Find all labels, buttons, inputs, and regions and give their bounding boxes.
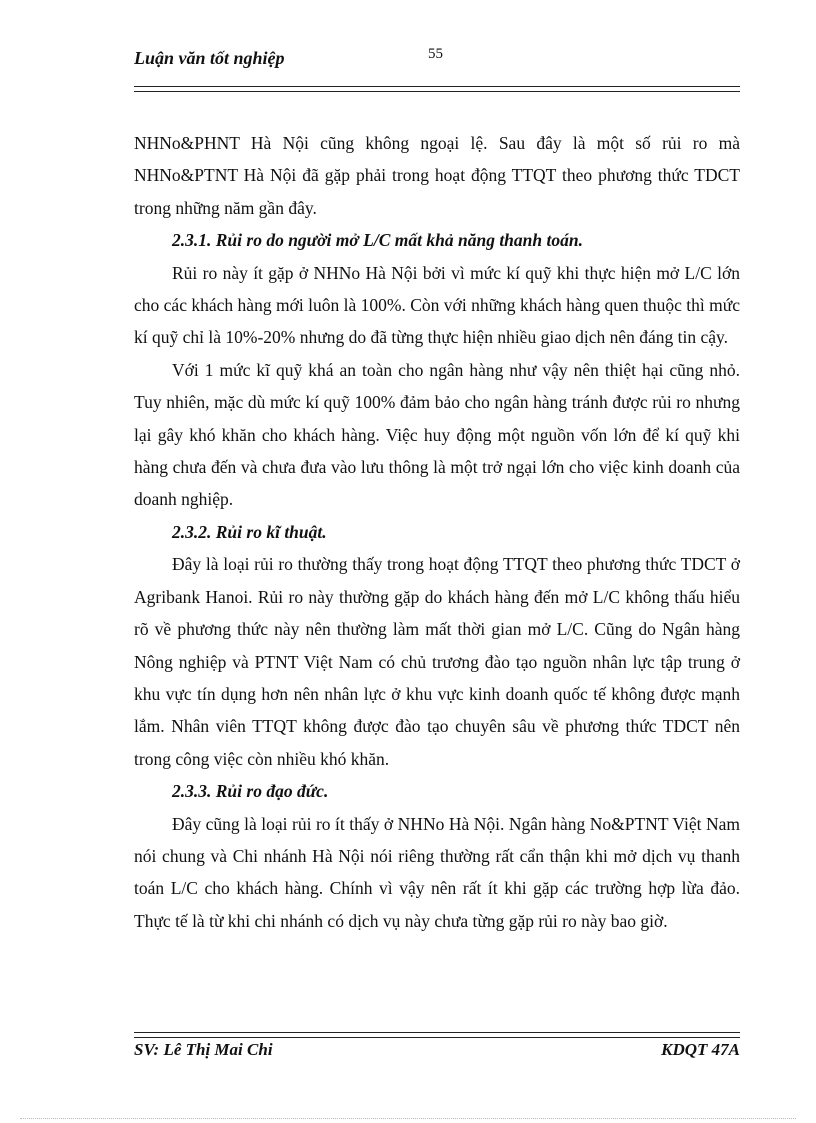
footer-class-code: KDQT 47A: [661, 1040, 740, 1059]
page-edge-divider: [20, 1118, 796, 1119]
section-heading-2-3-1: 2.3.1. Rủi ro do người mở L/C mất khả năng thanh toán.: [172, 230, 583, 251]
section-heading-2-3-3: 2.3.3. Rủi ro đạo đức.: [172, 781, 329, 802]
section-2-3-1-paragraph-2: Với 1 mức kĩ quỹ khá an toàn cho ngân hàng như vậy nên thiệt hại cũng nhỏ. Tuy nhiên, mặc dù mức kí quỹ 100% đảm bảo cho ngân hàng tránh được rủi ro nhưng lại gây khó khăn cho khách hàng. Việc huy động một nguồn vốn lớn để kí quỹ khi hàng chưa đến và chưa đưa vào lưu thông là một trở ngại lớn cho việc kinh doanh của doanh nghiệp.: [134, 359, 740, 510]
section-2-3-1-paragraph-1: Rủi ro này ít gặp ở NHNo Hà Nội bởi vì mức kí quỹ khi thực hiện mở L/C lớn cho các khách hàng mới luôn là 100%. Còn với những khách hàng quen thuộc thì mức kí quỹ chỉ là 10%-20% nhưng do đã từng thực hiện nhiều giao dịch nên đáng tin cậy.: [134, 262, 740, 348]
page-number: 55: [428, 46, 443, 62]
header-title: Luận văn tốt nghiệp: [134, 48, 285, 68]
header-divider: [134, 86, 740, 92]
footer-author: SV: Lê Thị Mai Chi: [134, 1040, 273, 1059]
intro-paragraph: NHNo&PHNT Hà Nội cũng không ngoại lệ. Sau đây là một số rủi ro mà NHNo&PTNT Hà Nội đã gặp phải trong hoạt động TTQT theo phương thức TDCT trong những năm gần đây.: [134, 133, 740, 218]
section-2-3-3-paragraph: Đây cũng là loại rủi ro ít thấy ở NHNo Hà Nội. Ngân hàng No&PTNT Việt Nam nói chung và Chi nhánh Hà Nội nói riêng thường rất cẩn thận khi mở dịch vụ thanh toán L/C cho khách hàng. Chính vì vậy nên rất ít khi gặp các trường hợp lừa đảo. Thực tế là từ khi chi nhánh có dịch vụ này chưa từng gặp rủi ro này bao giờ.: [134, 813, 740, 931]
section-2-3-2-paragraph: Đây là loại rủi ro thường thấy trong hoạt động TTQT theo phương thức TDCT ở Agribank Hanoi. Rủi ro này thường gặp do khách hàng đến mở L/C không thấu hiểu rõ về phương thức này nên thường làm mất thời gian mở L/C. Cũng do Ngân hàng Nông nghiệp và PTNT Việt Nam có chủ trương đào tạo nguồn nhân lực tập trung ở khu vực tín dụng hơn nên nhân lực ở khu vực kinh doanh quốc tế không được mạnh lắm. Nhân viên TTQT không được đào tạo chuyên sâu về phương thức TDCT nên trong công việc còn nhiều khó khăn.: [134, 554, 740, 769]
section-heading-2-3-2: 2.3.2. Rủi ro kĩ thuật.: [172, 521, 327, 542]
document-body: [134, 127, 740, 937]
footer-divider: [134, 1032, 740, 1038]
